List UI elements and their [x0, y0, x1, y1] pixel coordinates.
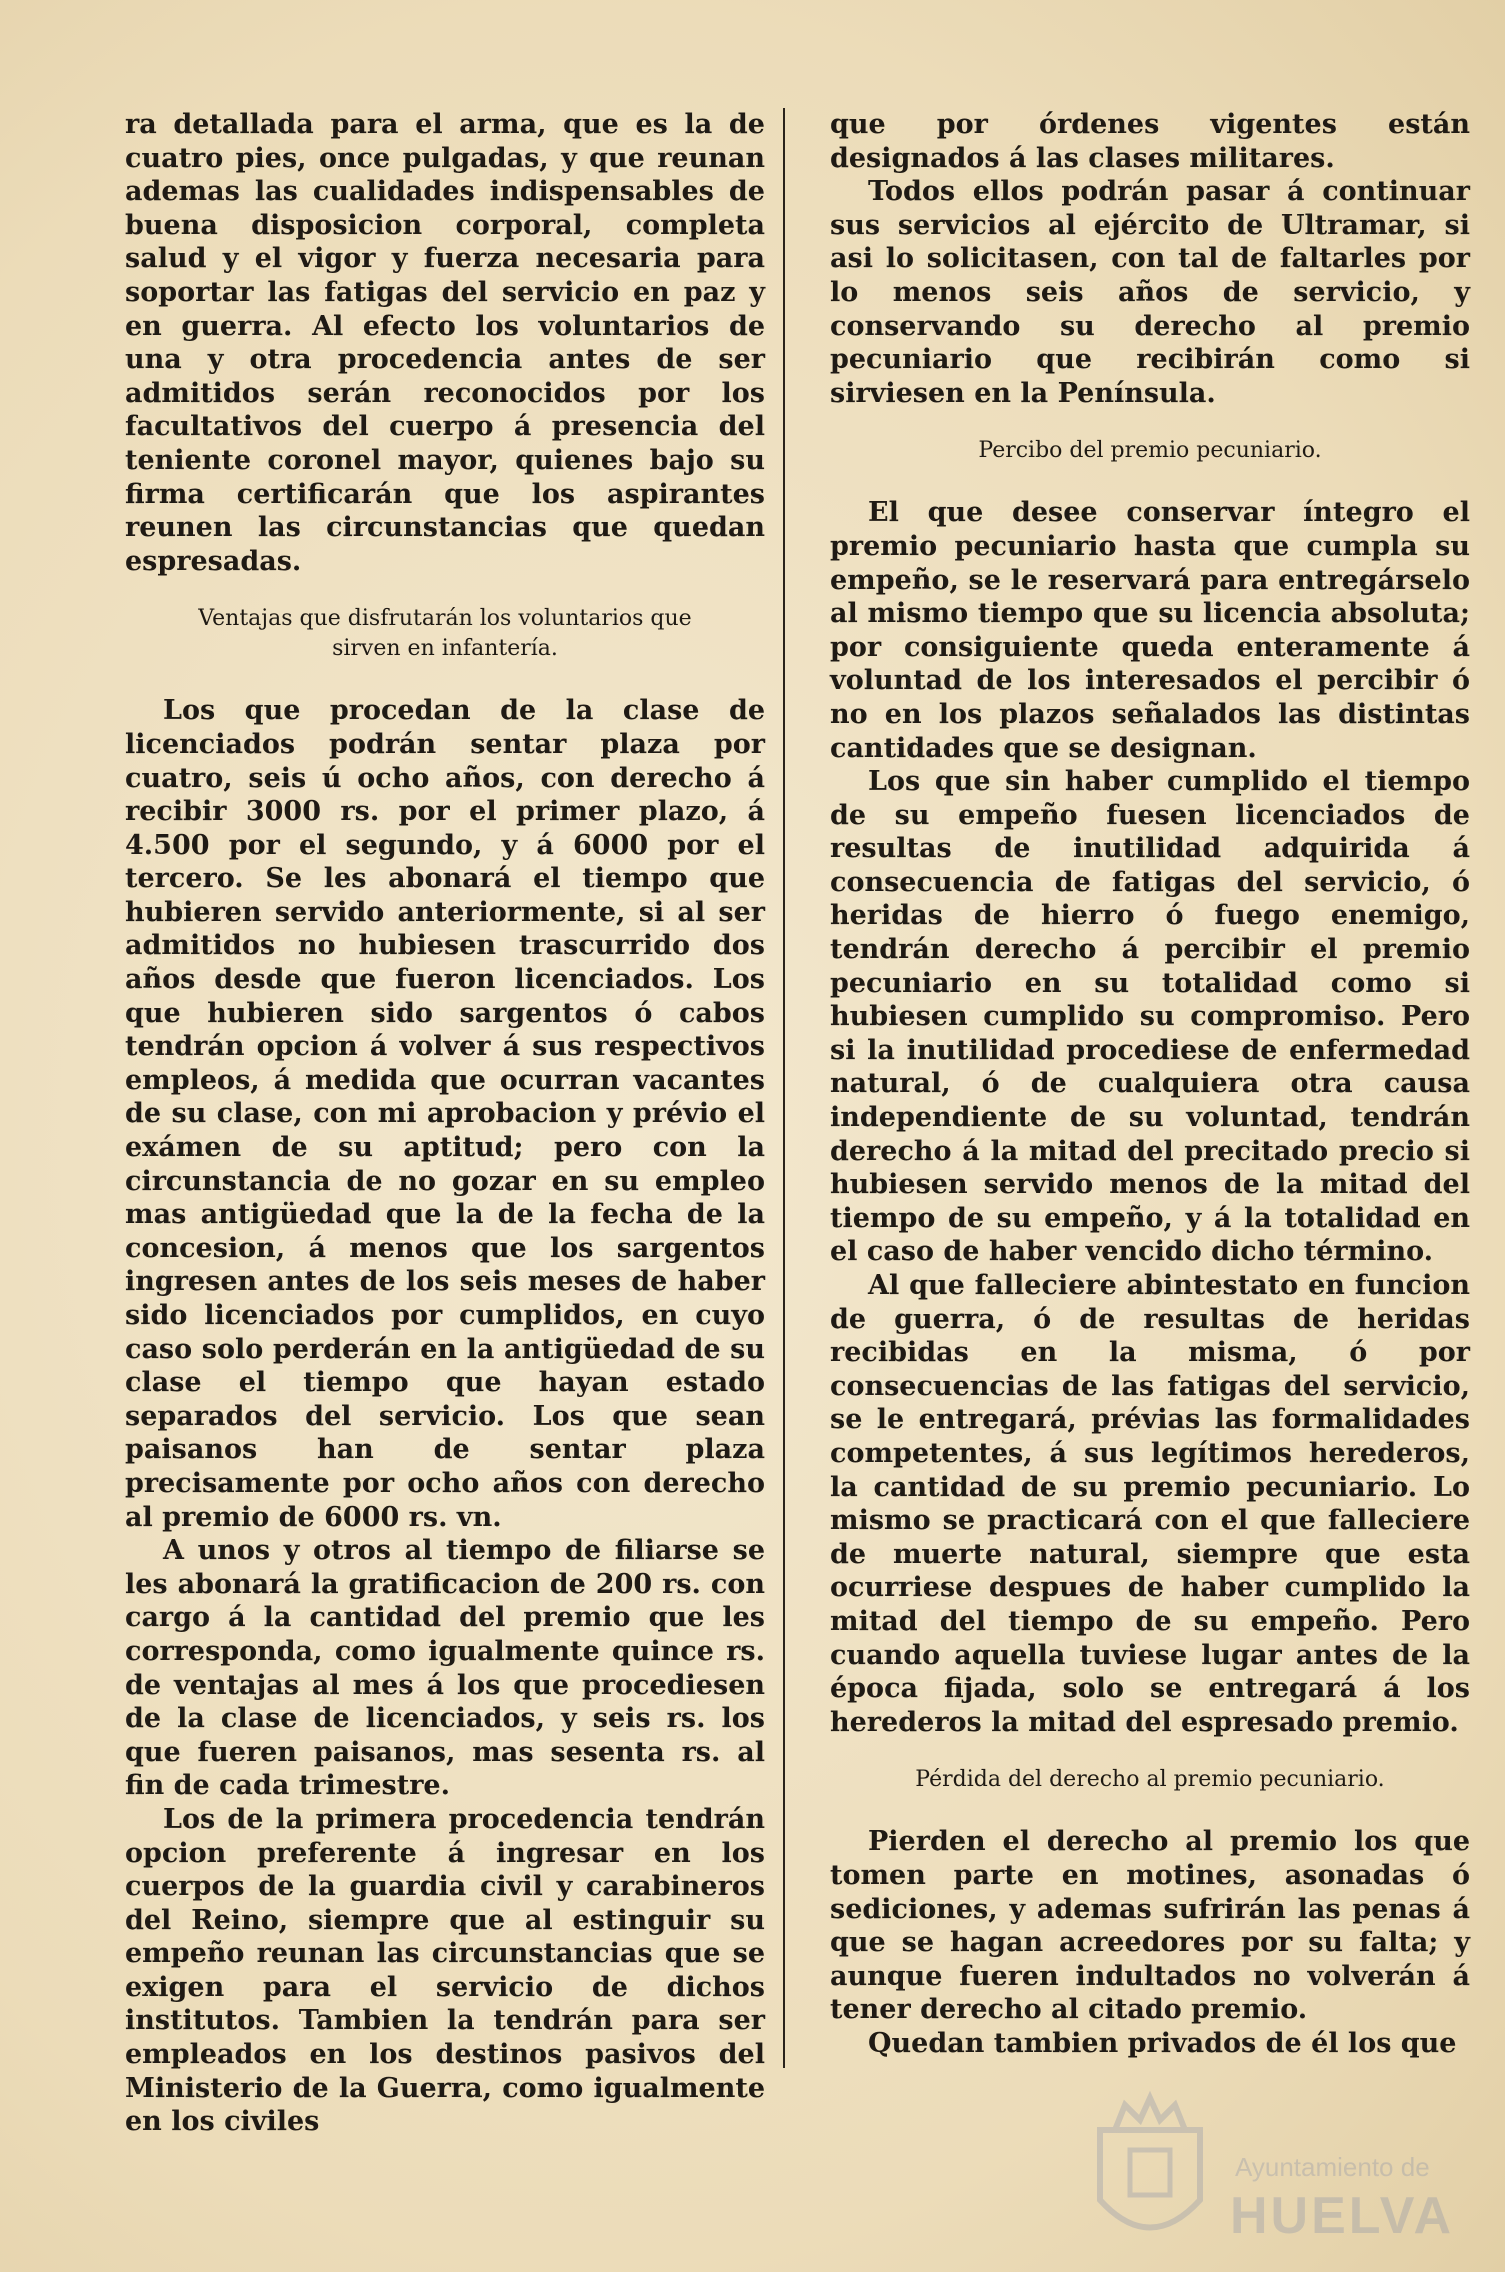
left-paragraph-1: ra detallada para el arma, que es la de cuatro pies, once pulgadas, y que reunan ademas las cualidades indispensables de buena disposicion corporal, completa salud y el vigor y fuerza necesaria para soportar las fatigas del servicio en paz y en guerra. Al efecto los voluntarios de una y otra procedencia antes de ser admitidos serán reconocidos por los facultativos del cuerpo á presencia del teniente coronel mayor, quienes bajo su firma certificarán que los aspirantes reunen las circunstancias que quedan espresadas.	[125, 109, 765, 577]
right-paragraph-3: El que desee conservar íntegro el premio pecuniario hasta que cumpla su empeño, se le reservará para entregárselo al mismo tiempo que su licencia absoluta; por consiguiente queda enteramente á voluntad de los interesados el percibir ó no en los plazos señalados las distintas cantidades que se designan.	[830, 497, 1470, 764]
right-paragraph-7: Quedan tambien privados de él los que	[868, 2027, 1457, 2059]
crest-icon	[1085, 2090, 1215, 2260]
left-column	[125, 108, 765, 2139]
watermark-name: Ayuntamiento de	[1235, 2152, 1430, 2182]
right-section-heading-1: Percibo del premio pecuniario.	[978, 438, 1322, 464]
huelva-watermark	[1085, 2090, 1475, 2260]
left-paragraph-4: Los de la primera procedencia tendrán opcion preferente á ingresar en los cuerpos de la guardia civil y carabineros del Reino, siempre que al estinguir su empeño reunan las circunstancias que se exigen para el servicio de dichos institutos. Tambien la tendrán para ser empleados en los destinos pasivos del Ministerio de la Guerra, como igualmente en los civiles	[125, 1803, 765, 2138]
right-column	[830, 108, 1470, 2060]
right-paragraph-6: Pierden el derecho al premio los que tomen parte en motines, asonadas ó sediciones, y ademas sufrirán las penas á que se hagan acreedores por su falta; y aunque fueren indultados no volverán á tener derecho al citado premio.	[830, 1826, 1470, 2026]
right-paragraph-1: que por órdenes vigentes están designados á las clases militares.	[830, 109, 1470, 174]
right-section-heading-2: Pérdida del derecho al premio pecuniario.	[915, 1767, 1385, 1793]
right-paragraph-5: Al que falleciere abintestato en funcion de guerra, ó de resultas de heridas recibidas en la misma, ó por consecuencias de las fatigas del servicio, se le entregará, prévias las formalidades competentes, á sus legítimos herederos, la cantidad de su premio pecuniario. Lo mismo se practicará con el que falleciere de muerte natural, siempre que esta ocurriese despues de haber cumplido la mitad del tiempo de su empeño. Pero cuando aquella tuviese lugar antes de la época fijada, solo se entregará á los herederos la mitad del espresado premio.	[830, 1270, 1470, 1738]
left-paragraph-2: Los que procedan de la clase de licenciados podrán sentar plaza por cuatro, seis ú ocho años, con derecho á recibir 3000 rs. por el primer plazo, á 4.500 por el segundo, y á 6000 por el tercero. Se les abonará el tiempo que hubieren servido anteriormente, si al ser admitidos no hubiesen trascurrido dos años desde que fueron licenciados. Los que hubieren sido sargentos ó cabos tendrán opcion á volver á sus respectivos empleos, á medida que ocurran vacantes de su clase, con mi aprobacion y prévio el exámen de su aptitud; pero con la circunstancia de no gozar en su empleo mas antigüedad que la de la fecha de la concesion, á menos que los sargentos ingresen antes de los seis meses de haber sido licenciados por cumplidos, en cuyo caso solo perderán en la antigüedad de su clase el tiempo que hayan estado separados del servicio. Los que sean paisanos han de sentar plaza precisamente por ocho años con derecho al premio de 6000 rs. vn.	[125, 695, 765, 1533]
right-paragraph-4: Los que sin haber cumplido el tiempo de su empeño fuesen licenciados de resultas de inutilidad adquirida á consecuencia de fatigas del servicio, ó heridas de hierro ó fuego enemigo, tendrán derecho á percibir el premio pecuniario en su totalidad como si hubiesen cumplido su compromiso. Pero si la inutilidad procediese de enfermedad natural, ó de cualquiera otra causa independiente de su voluntad, tendrán derecho á la mitad del precitado precio si hubiesen servido menos de la mitad del tiempo de su empeño, y á la totalidad en el caso de haber vencido dicho término.	[830, 766, 1470, 1268]
left-section-heading: Ventajas que disfrutarán los voluntarios que sirven en infantería.	[198, 606, 692, 662]
watermark-city: HUELVA	[1230, 2187, 1455, 2245]
left-paragraph-3: A unos y otros al tiempo de filiarse se les abonará la gratificacion de 200 rs. con cargo á la cantidad del premio que les corresponda, como igualmente quince rs. de ventajas al mes á los que procediesen de la clase de licenciados, y seis rs. los que fueren paisanos, mas sesenta rs. al fin de cada trimestre.	[125, 1535, 765, 1802]
right-paragraph-2: Todos ellos podrán pasar á continuar sus servicios al ejército de Ultramar, si asi lo solicitasen, con tal de faltarles por lo menos seis años de servicio, y conservando su derecho al premio pecuniario que recibirán como si sirviesen en la Península.	[830, 176, 1470, 409]
column-divider	[783, 108, 785, 2068]
